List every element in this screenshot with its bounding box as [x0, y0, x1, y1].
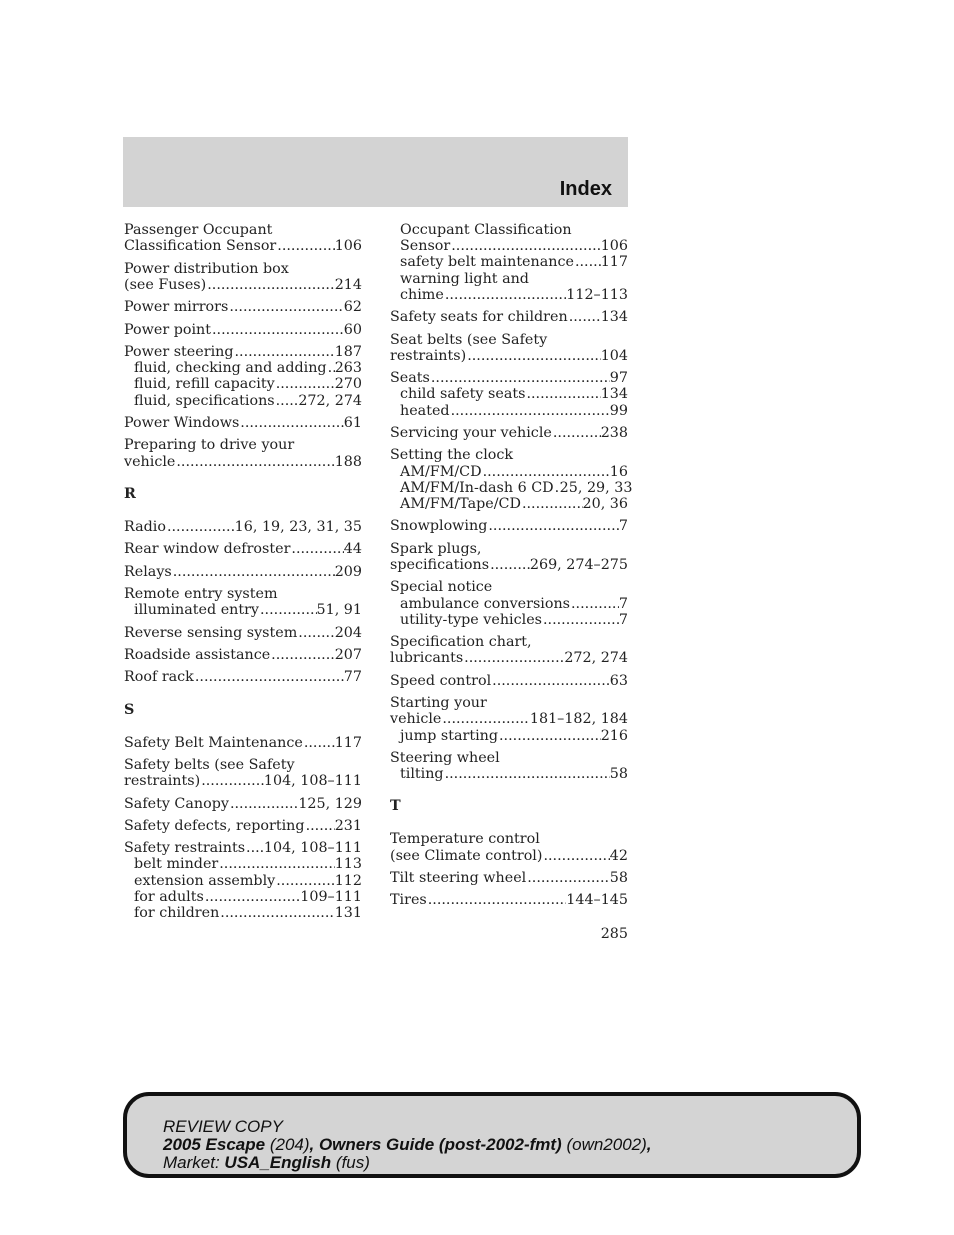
index-entry — [124, 322, 362, 338]
entry-page-ref: 125, 129 — [298, 795, 362, 812]
entry-term: for children — [134, 905, 220, 922]
dot-leader — [259, 602, 317, 618]
index-entry-line — [124, 669, 362, 685]
entry-page-ref: 216 — [600, 727, 628, 744]
index-subentry-line — [124, 889, 362, 905]
footer-model-code: (204) — [269, 1135, 310, 1154]
entry-page-ref: 63 — [609, 672, 628, 689]
dot-leader — [234, 344, 335, 360]
index-entry-line — [390, 750, 628, 766]
index-entry — [390, 518, 628, 534]
entry-term: Occupant Classification — [400, 222, 572, 238]
index-entry — [390, 541, 628, 573]
entry-term: Passenger Occupant — [124, 222, 273, 238]
index-subentry-line — [390, 479, 633, 496]
index-entry-line — [124, 773, 362, 789]
entry-term: Reverse sensing system — [124, 624, 298, 641]
entry-term: safety belt maintenance — [400, 254, 574, 271]
entry-page-ref: 16, 19, 23, 31, 35 — [234, 518, 362, 535]
index-entry — [124, 344, 362, 409]
entry-term: AM/FM/In-dash 6 CD — [400, 479, 554, 496]
entry-page-ref: 106 — [600, 238, 628, 255]
entry-term: Seats — [390, 370, 430, 387]
footer-guide-code: (own2002) — [566, 1135, 647, 1154]
index-entry — [124, 519, 362, 535]
entry-term: ambulance conversions — [400, 595, 571, 612]
dot-leader — [526, 870, 610, 886]
entry-page-ref: 25, 29, 33 — [559, 479, 633, 496]
dot-leader — [491, 673, 610, 689]
entry-page-ref: 42 — [609, 847, 628, 864]
entry-page-ref: 131 — [334, 905, 362, 922]
entry-page-ref: 77 — [343, 669, 362, 686]
entry-term: Safety Canopy — [124, 795, 229, 812]
entry-term: Tires — [390, 892, 427, 909]
entry-page-ref: 181–182, 184 — [529, 711, 628, 728]
entry-term: illuminated entry — [134, 602, 260, 619]
index-subentry-line — [390, 271, 628, 287]
index-entry-line — [124, 564, 362, 580]
index-entry-line — [124, 541, 362, 557]
entry-term: Power point — [124, 321, 212, 338]
entry-term: (see Climate control) — [390, 847, 543, 864]
entry-page-ref: 104, 108–111 — [263, 840, 362, 857]
index-entry — [390, 370, 628, 419]
entry-page-ref: 7 — [618, 595, 628, 612]
dot-leader — [450, 238, 600, 254]
index-entry-line — [390, 892, 628, 908]
entry-term: Speed control — [390, 672, 492, 689]
entry-term: specifications — [390, 556, 490, 573]
footer-document-line — [163, 1136, 652, 1154]
dot-leader — [204, 889, 300, 905]
index-entry — [124, 669, 362, 685]
index-entry-line — [124, 277, 362, 293]
dot-leader — [211, 322, 344, 338]
entry-page-ref: 272, 274 — [298, 392, 362, 409]
dot-leader — [175, 454, 334, 470]
index-entry-line — [390, 541, 628, 557]
index-subentry-line — [390, 612, 628, 628]
entry-term: Rear window defroster — [124, 541, 291, 558]
index-entry — [390, 309, 628, 325]
page-title: Index — [559, 178, 612, 200]
footer-review-label: REVIEW COPY — [163, 1117, 283, 1136]
entry-page-ref: 51, 91 — [316, 602, 362, 619]
dot-leader — [430, 370, 610, 386]
dot-leader — [489, 557, 530, 573]
entry-page-ref: 104 — [600, 347, 628, 364]
dot-leader — [172, 564, 335, 580]
dot-leader — [275, 873, 334, 889]
index-entry — [124, 437, 362, 469]
dot-leader — [297, 625, 334, 641]
entry-term: Power mirrors — [124, 299, 229, 316]
dot-leader — [498, 728, 601, 744]
index-subentry-line — [124, 602, 362, 618]
dot-leader — [568, 309, 601, 325]
entry-term: warning light and — [400, 270, 529, 287]
dot-leader — [305, 818, 335, 834]
entry-page-ref: 61 — [343, 414, 362, 431]
index-entry-line — [390, 579, 628, 595]
index-entry — [124, 222, 362, 254]
entry-term: belt minder — [134, 856, 219, 873]
index-subentry-line — [390, 238, 628, 254]
index-entry-line — [124, 735, 362, 751]
entry-term: for adults — [134, 888, 204, 905]
dot-leader — [275, 393, 299, 409]
index-subentry-line — [124, 360, 362, 376]
index-column-right — [390, 222, 633, 915]
entry-page-ref: 188 — [334, 453, 362, 470]
entry-page-ref: 20, 36 — [582, 495, 628, 512]
dot-leader — [303, 735, 335, 751]
footer-text — [163, 1118, 652, 1172]
index-entry-line — [390, 348, 628, 364]
index-subentry-line — [390, 254, 628, 270]
dot-leader — [219, 905, 334, 921]
entry-term: lubricants — [390, 650, 464, 667]
index-entry-line — [124, 454, 362, 470]
entry-term: Power steering — [124, 343, 234, 360]
entry-term: Safety restraints — [124, 840, 246, 857]
dot-leader — [542, 612, 619, 628]
entry-page-ref: 113 — [334, 856, 362, 873]
entry-term: extension assembly — [134, 872, 276, 889]
footer-market-code: (fus) — [335, 1153, 370, 1172]
dot-leader — [552, 425, 601, 441]
index-entry — [124, 299, 362, 315]
entry-page-ref: 117 — [334, 734, 362, 751]
entry-page-ref: 238 — [600, 424, 628, 441]
index-entry-line — [390, 332, 628, 348]
entry-term: heated — [400, 402, 450, 419]
index-entry-line — [124, 222, 362, 238]
footer-trail: , — [646, 1135, 652, 1154]
entry-page-ref: 270 — [334, 376, 362, 393]
index-entry — [124, 735, 362, 751]
index-entry-line — [390, 634, 628, 650]
entry-term: Power distribution box — [124, 260, 289, 277]
dot-leader — [463, 650, 564, 666]
index-entry — [390, 579, 628, 628]
index-entry — [124, 818, 362, 834]
entry-page-ref: 7 — [618, 518, 628, 535]
entry-term: vehicle — [390, 711, 442, 728]
index-entry-line — [124, 519, 362, 535]
dot-leader — [194, 669, 344, 685]
entry-term: Safety seats for children — [390, 309, 568, 326]
entry-term: fluid, specifications — [134, 392, 275, 409]
dot-leader — [206, 277, 334, 293]
dot-leader — [521, 496, 583, 512]
entry-term: Power Windows — [124, 414, 240, 431]
index-subentry-line — [124, 905, 362, 921]
dot-leader — [444, 287, 566, 303]
index-entry-line — [390, 370, 628, 386]
entry-term: (see Fuses) — [124, 276, 207, 293]
entry-term: jump starting — [400, 727, 499, 744]
footer-model: 2005 Escape — [163, 1135, 266, 1154]
review-copy-footer — [123, 1092, 861, 1178]
index-subentry-line — [390, 222, 628, 238]
index-entry — [390, 892, 628, 908]
index-entry-line — [390, 650, 628, 666]
index-entry-line — [390, 848, 628, 864]
index-entry-line — [124, 818, 362, 834]
dot-leader — [229, 796, 298, 812]
entry-term: Specification chart, — [390, 634, 532, 651]
entry-term: restraints) — [390, 347, 467, 364]
entry-page-ref: 58 — [609, 869, 628, 886]
entry-page-ref: 269, 274–275 — [529, 556, 628, 573]
dot-leader — [444, 766, 610, 782]
index-entry-line — [124, 796, 362, 812]
entry-page-ref: 214 — [334, 276, 362, 293]
dot-leader — [270, 647, 335, 663]
dot-leader — [245, 840, 264, 856]
entry-term: Classification Sensor — [124, 238, 277, 255]
entry-page-ref: 44 — [343, 541, 362, 558]
index-subentry-line — [390, 728, 628, 744]
dot-leader — [239, 415, 344, 431]
entry-page-ref: 99 — [609, 402, 628, 419]
entry-term: Tilt steering wheel — [390, 869, 527, 886]
dot-leader — [450, 403, 610, 419]
index-entry — [390, 673, 628, 689]
entry-term: Temperature control — [390, 831, 540, 848]
index-entry-line — [390, 695, 628, 711]
entry-page-ref: 112–113 — [566, 286, 628, 303]
footer-market-line — [163, 1154, 652, 1172]
index-entry-line — [390, 831, 628, 847]
index-section-letter: T — [390, 798, 401, 815]
entry-term: Preparing to drive your — [124, 437, 295, 454]
index-entry — [390, 634, 628, 666]
entry-page-ref: 134 — [600, 309, 628, 326]
entry-term: Steering wheel — [390, 749, 500, 766]
index-section-letter: R — [124, 485, 136, 502]
entry-page-ref: 187 — [334, 343, 362, 360]
entry-term: Setting the clock — [390, 447, 514, 464]
footer-guide: , Owners Guide (post-2002-fmt) — [309, 1135, 562, 1154]
index-entry — [124, 757, 362, 789]
dot-leader — [427, 892, 567, 908]
entry-page-ref: 207 — [334, 646, 362, 663]
index-entry-line — [124, 344, 362, 360]
index-subentry-line — [390, 386, 628, 402]
index-subentry-line — [390, 766, 628, 782]
entry-term: AM/FM/Tape/CD — [400, 495, 521, 512]
index-entry-line — [124, 322, 362, 338]
entry-term: vehicle — [124, 453, 176, 470]
entry-term: fluid, checking and adding — [134, 360, 327, 377]
entry-term: chime — [400, 286, 444, 303]
dot-leader — [574, 254, 601, 270]
index-entry-line — [124, 437, 362, 453]
index-subentry-line — [390, 464, 628, 480]
dot-leader — [441, 711, 530, 727]
index-subentry-line — [390, 496, 628, 512]
entry-term: Safety belts (see Safety — [124, 756, 295, 773]
index-entry — [390, 447, 633, 512]
index-entry-line — [390, 557, 628, 573]
index-subentry-line — [124, 856, 362, 872]
dot-leader — [525, 386, 600, 402]
entry-term: Remote entry system — [124, 585, 278, 602]
entry-term: Roof rack — [124, 669, 194, 686]
entry-term: Special notice — [390, 579, 493, 596]
index-subentry-line — [124, 873, 362, 889]
entry-page-ref: 106 — [334, 238, 362, 255]
entry-term: Servicing your vehicle — [390, 424, 552, 441]
entry-page-ref: 109–111 — [300, 888, 362, 905]
entry-term: AM/FM/CD — [400, 463, 482, 480]
index-entry — [124, 840, 362, 921]
index-entry-line — [124, 647, 362, 663]
index-entry-line — [390, 425, 628, 441]
dot-leader — [482, 464, 610, 480]
entry-term: Starting your — [390, 695, 487, 712]
index-entry-line — [390, 518, 628, 534]
entry-page-ref: 58 — [609, 766, 628, 783]
entry-page-ref: 60 — [343, 321, 362, 338]
index-entry — [390, 750, 628, 782]
index-entry-line — [124, 415, 362, 431]
index-entry-line — [390, 447, 628, 463]
index-entry-line — [124, 238, 362, 254]
entry-page-ref: 144–145 — [566, 892, 628, 909]
footer-market-label: Market: — [163, 1153, 220, 1172]
entry-term: Sensor — [400, 238, 451, 255]
index-entry — [124, 261, 362, 293]
dot-leader — [275, 376, 335, 392]
entry-page-ref: 62 — [343, 299, 362, 316]
dot-leader — [542, 848, 609, 864]
index-entry — [124, 564, 362, 580]
dot-leader — [290, 541, 343, 557]
dot-leader — [276, 238, 334, 254]
entry-term: Snowplowing — [390, 518, 488, 535]
entry-page-ref: 231 — [334, 817, 362, 834]
index-entry — [124, 647, 362, 663]
entry-page-ref: 204 — [334, 624, 362, 641]
index-entry — [390, 831, 628, 863]
entry-page-ref: 112 — [334, 872, 362, 889]
index-entry-line — [390, 673, 628, 689]
index-entry — [390, 870, 628, 886]
header-band — [123, 137, 628, 207]
entry-term: restraints) — [124, 773, 201, 790]
entry-term: Radio — [124, 518, 166, 535]
index-subentry-line — [390, 403, 628, 419]
entry-page-ref: 97 — [609, 370, 628, 387]
index-entry-line — [390, 711, 628, 727]
index-entry-line — [124, 586, 362, 602]
dot-leader — [200, 773, 264, 789]
dot-leader — [570, 596, 619, 612]
dot-leader — [218, 856, 334, 872]
entry-page-ref: 117 — [600, 254, 628, 271]
dot-leader — [466, 348, 601, 364]
dot-leader — [166, 519, 235, 535]
dot-leader — [228, 299, 343, 315]
index-entry — [390, 425, 628, 441]
index-entry — [124, 796, 362, 812]
entry-term: Spark plugs, — [390, 540, 482, 557]
index-section-letter: S — [124, 701, 135, 718]
page-number: 285 — [600, 926, 628, 942]
index-entry — [124, 415, 362, 431]
entry-page-ref: 7 — [618, 611, 628, 628]
entry-page-ref: 263 — [334, 360, 362, 377]
entry-term: utility-type vehicles — [400, 611, 542, 628]
entry-page-ref: 134 — [600, 386, 628, 403]
entry-term: fluid, refill capacity — [134, 376, 275, 393]
entry-term: tilting — [400, 766, 444, 783]
index-entry-line — [124, 625, 362, 641]
index-subentry-line — [390, 287, 628, 303]
entry-term: Relays — [124, 563, 172, 580]
entry-page-ref: 16 — [609, 463, 628, 480]
footer-market: USA_English — [224, 1153, 332, 1172]
index-entry — [390, 695, 628, 744]
dot-leader — [487, 518, 619, 534]
entry-page-ref: 104, 108–111 — [263, 773, 362, 790]
index-subentry-line — [390, 596, 628, 612]
index-entry — [390, 222, 628, 303]
index-entry-line — [124, 757, 362, 773]
entry-term: Seat belts (see Safety — [390, 331, 548, 348]
index-subentry-line — [124, 393, 362, 409]
entry-term: Safety defects, reporting — [124, 817, 305, 834]
entry-page-ref: 272, 274 — [564, 650, 628, 667]
entry-term: Safety Belt Maintenance — [124, 734, 303, 751]
index-entry — [124, 625, 362, 641]
index-column-left — [124, 222, 362, 927]
dot-leader — [327, 360, 335, 376]
index-entry — [390, 332, 628, 364]
index-entry-line — [390, 309, 628, 325]
entry-term: Roadside assistance — [124, 646, 271, 663]
index-entry — [124, 586, 362, 618]
index-entry-line — [390, 870, 628, 886]
index-entry-line — [124, 261, 362, 277]
index-entry — [124, 541, 362, 557]
index-subentry-line — [124, 376, 362, 392]
index-entry-line — [124, 840, 362, 856]
entry-term: child safety seats — [400, 386, 526, 403]
entry-page-ref: 209 — [334, 563, 362, 580]
index-entry-line — [124, 299, 362, 315]
